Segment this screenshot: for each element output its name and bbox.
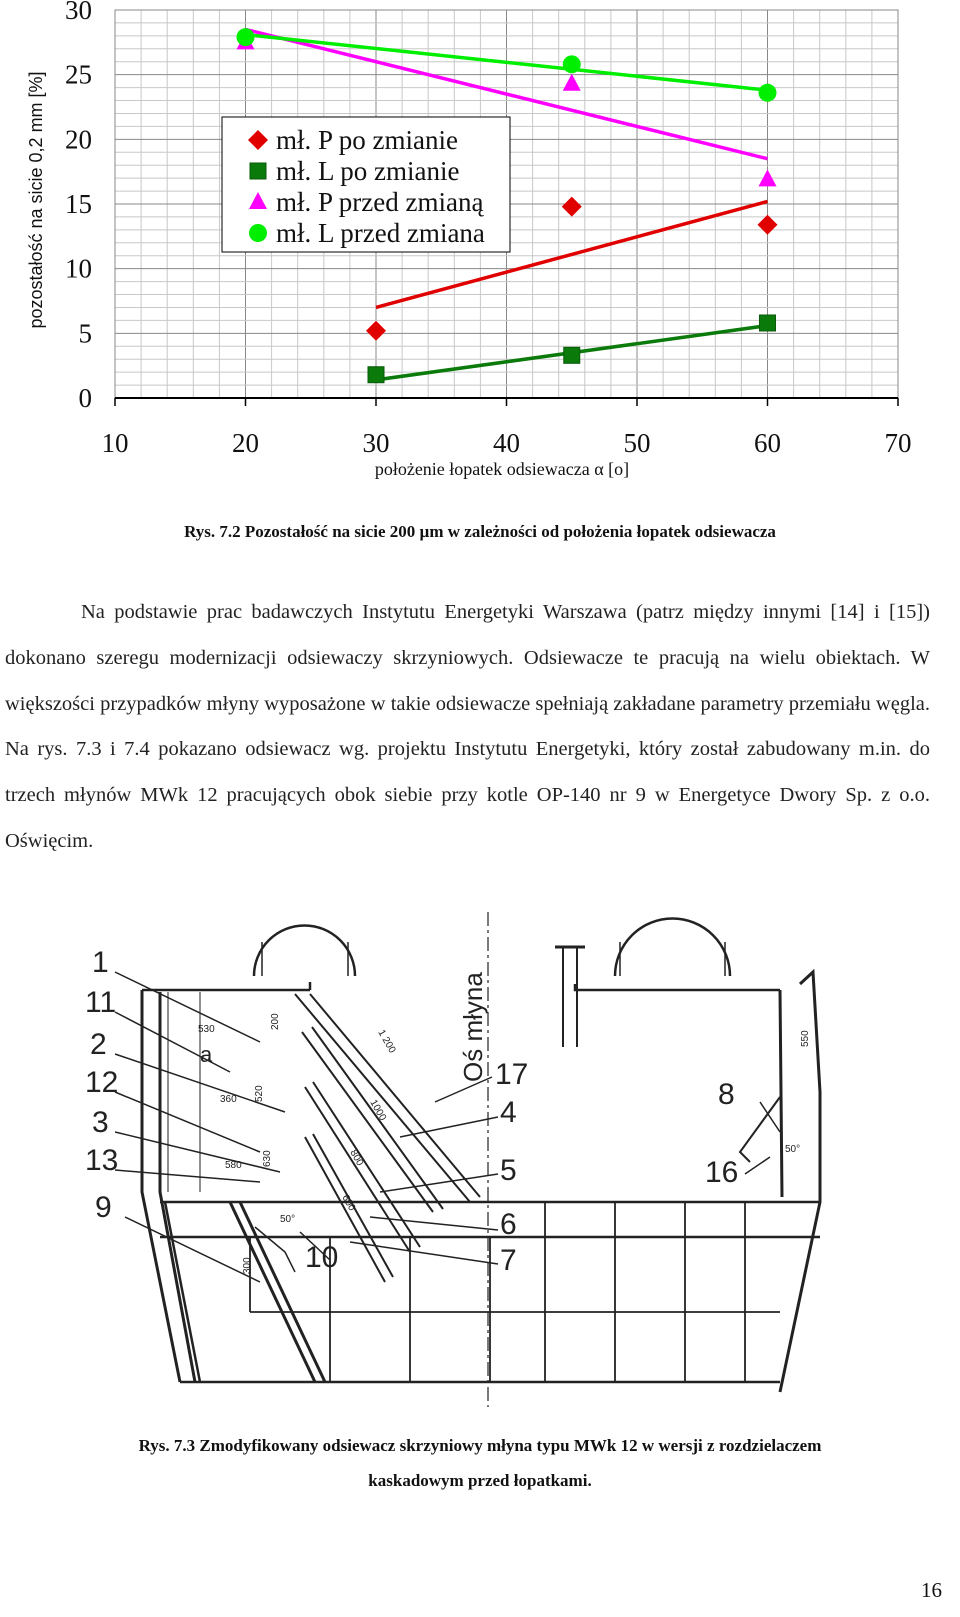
residue-chart <box>0 0 960 500</box>
data-point-series-1 <box>760 315 776 331</box>
part-label-1: 1 <box>92 946 109 979</box>
y-tick-label: 15 <box>65 189 92 219</box>
part-label-16: 16 <box>705 1156 739 1189</box>
part-label-13: 13 <box>85 1144 119 1177</box>
letter-a: a <box>200 1042 213 1067</box>
data-point-series-0 <box>758 215 778 235</box>
data-point-series-3 <box>563 55 581 73</box>
dim-800: 800 <box>347 1148 366 1168</box>
x-axis-title: położenie łopatek odsiewacza α [o] <box>374 459 630 479</box>
classifier-technical-drawing <box>80 912 840 1407</box>
caption2-line1: Rys. 7.3 Zmodyfikowany odsiewacz skrzyniowy młyna typu MWk 12 w wersji z rozdzielaczem <box>138 1436 822 1455</box>
dim-1000: 1000 <box>367 1098 389 1123</box>
part-label-8: 8 <box>718 1078 735 1111</box>
x-tick-label: 70 <box>884 428 912 458</box>
data-point-series-0 <box>562 197 582 217</box>
part-label-11: 11 <box>85 986 117 1019</box>
part-label-9: 9 <box>95 1191 112 1224</box>
dim-530: 530 <box>198 1024 215 1035</box>
x-tick-label: 60 <box>754 428 781 458</box>
dim-50deg-right: 50° <box>785 1144 801 1155</box>
y-tick-label: 30 <box>65 0 92 25</box>
part-label-10: 10 <box>305 1241 339 1274</box>
data-point-series-1 <box>368 367 384 383</box>
y-tick-label: 25 <box>65 59 92 90</box>
body-paragraph <box>5 590 930 865</box>
part-label-4: 4 <box>500 1096 517 1129</box>
part-label-12: 12 <box>85 1066 119 1099</box>
y-axis-title: pozostałość na sicie 0,2 mm [%] <box>26 71 46 329</box>
dim-360: 360 <box>220 1094 237 1105</box>
mill-axis-label: Oś młyna <box>458 972 488 1082</box>
legend-label-3: mł. L przed zmiana <box>276 218 485 248</box>
x-tick-label: 10 <box>101 428 129 458</box>
dim-1200: 1 200 <box>375 1028 398 1056</box>
y-tick-label: 5 <box>78 318 92 349</box>
data-point-series-1 <box>564 347 580 363</box>
dim-600: 600 <box>339 1193 358 1213</box>
paragraph-text: Na podstawie prac badawczych Instytutu Energetyki Warszawa (patrz między innymi [14] i [15]) dokonano szeregu modernizacji odsiewaczy skrzyniowych. Odsiewacze te pracują na wielu obiektach. W większości przypadków młyny wyposażone w takie odsiewacze spełniają zakładane parametry przemiału węgla. Na rys. 7.3 i 7.4 pokazano odsiewacz wg. projektu Instytutu Energetyki, który został zabudowany m.in. do trzech młynów MWk 12 pracujących obok siebie przy kotle OP-140 nr 9 w Energetyce Dwory Sp. z o.o. Oświęcim. <box>5 601 930 852</box>
y-tick-label: 0 <box>78 383 92 413</box>
part-label-5: 5 <box>500 1154 517 1187</box>
data-point-series-3 <box>759 84 777 102</box>
part-label-7: 7 <box>500 1244 517 1277</box>
page-number: 16 <box>921 1578 942 1602</box>
caption2-line2: kaskadowym przed łopatkami. <box>368 1471 592 1490</box>
dim-580: 580 <box>225 1160 242 1171</box>
figure-caption-7-2: Rys. 7.2 Pozostałość na sicie 200 µm w zależności od położenia łopatek odsiewacza <box>184 522 776 541</box>
part-label-2: 2 <box>90 1028 107 1061</box>
data-point-series-0 <box>366 321 386 341</box>
legend-marker-3 <box>249 224 267 242</box>
legend-label-0: mł. P po zmianie <box>276 125 458 155</box>
legend-label-2: mł. P przed zmianą <box>276 187 484 217</box>
figure-caption-7-3 <box>0 1428 960 1498</box>
dim-520: 520 <box>254 1085 265 1102</box>
x-tick-label: 30 <box>362 428 390 458</box>
part-label-3: 3 <box>92 1106 109 1139</box>
chart-legend <box>222 117 510 252</box>
x-tick-label: 50 <box>623 428 651 458</box>
data-point-series-3 <box>237 28 255 46</box>
y-tick-label: 20 <box>65 124 92 155</box>
legend-marker-1 <box>250 163 266 179</box>
legend-label-1: mł. L po zmianie <box>276 156 460 186</box>
dim-300: 300 <box>242 1257 253 1274</box>
x-ticks <box>102 398 912 458</box>
dim-200: 200 <box>270 1013 281 1030</box>
y-tick-label: 10 <box>65 253 92 284</box>
x-tick-label: 20 <box>232 428 259 458</box>
part-label-17: 17 <box>495 1058 529 1091</box>
dim-550: 550 <box>800 1030 811 1047</box>
y-ticks <box>65 0 92 413</box>
part-label-6: 6 <box>500 1208 517 1241</box>
data-point-series-2 <box>563 74 581 91</box>
x-tick-label: 40 <box>493 428 520 458</box>
dim-630: 630 <box>262 1150 273 1167</box>
dim-50deg-left: 50° <box>280 1214 296 1225</box>
